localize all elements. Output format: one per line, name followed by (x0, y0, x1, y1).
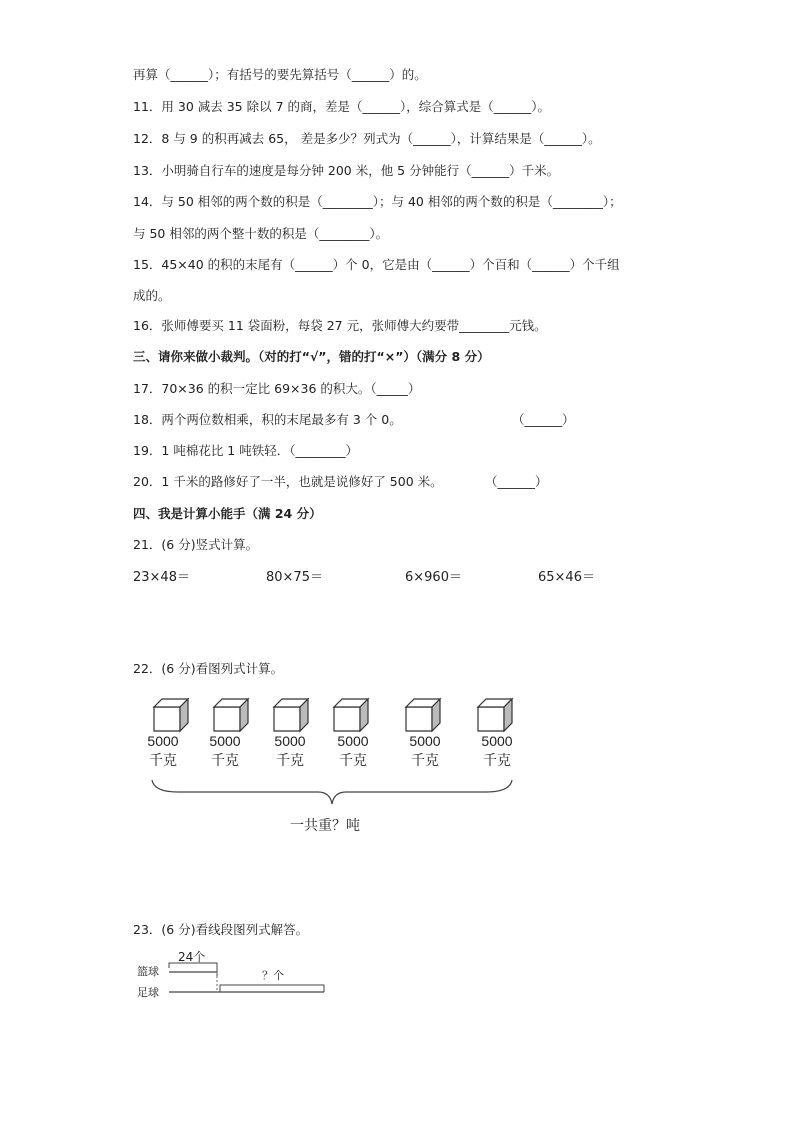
weight-value: 5000 (274, 733, 306, 749)
question-18-answer-blank: （______） (512, 412, 575, 427)
question-20-answer-blank: （______） (485, 474, 548, 489)
weight-unit: 千克 (149, 752, 177, 768)
weight-label (205, 732, 245, 770)
question-13: 13．小明骑自行车的速度是每分钟 200 米，他 5 分钟能行（______）千米。 (133, 163, 560, 178)
weight-label (270, 732, 310, 770)
cube-icon (404, 697, 442, 733)
weight-value: 5000 (409, 733, 441, 749)
question-22: 22．(6 分)看图列式计算。 (133, 661, 284, 676)
cube-icon (272, 697, 310, 733)
weight-value: 5000 (337, 733, 369, 749)
weight-value: 5000 (481, 733, 513, 749)
segment-question-label: ？个 (262, 969, 284, 982)
weight-label (333, 732, 373, 770)
calc-item: 6×960＝ (405, 570, 462, 585)
segment-lines (160, 955, 332, 999)
question-14-part2: 与 50 相邻的两个整十数的积是（________）。 (133, 226, 389, 241)
question-12: 12．8 与 9 的积再减去 65， 差是多少？列式为（______），计算结果是（______）。 (133, 131, 601, 146)
cube-icon (212, 697, 250, 733)
brace-icon (148, 778, 518, 806)
question-23: 23．(6 分)看线段图列式解答。 (133, 922, 309, 937)
calc-item: 80×75＝ (266, 570, 323, 585)
question-18: 18．两个两位数相乘，积的末尾最多有 3 个 0。 (133, 412, 402, 427)
row-label-football: 足球 (137, 986, 159, 999)
cube-icon (476, 697, 514, 733)
question-14-part1: 14．与 50 相邻的两个数的积是（________）；与 40 相邻的两个数的积是（________）； (133, 194, 622, 209)
question-16: 16．张师傅要买 11 袋面粉，每袋 27 元，张师傅大约要带________元钱。 (133, 318, 547, 333)
weight-unit: 千克 (211, 752, 239, 768)
question-21: 21．(6 分)竖式计算。 (133, 537, 259, 552)
question-19: 19．1 吨棉花比 1 吨铁轻．（________） (133, 443, 358, 458)
total-weight-label: 一共重？吨 (290, 818, 360, 834)
weight-unit: 千克 (411, 752, 439, 768)
cube-icon (332, 697, 370, 733)
weight-label (477, 732, 517, 770)
question-20: 20．1 千米的路修好了一半，也就是说修好了 500 米。 (133, 474, 443, 489)
weight-unit: 千克 (483, 752, 511, 768)
row-label-basketball: 篮球 (137, 965, 159, 978)
section-4-heading: 四、我是计算小能手（满 24 分） (133, 506, 322, 521)
question-17: 17．70×36 的积一定比 69×36 的积大。（_____） (133, 381, 421, 396)
segment-top-label: 24个 (178, 950, 206, 964)
question-15-part2: 成的。 (133, 288, 171, 303)
weight-value: 5000 (209, 733, 241, 749)
weight-label (405, 732, 445, 770)
question-15-part1: 15．45×40 的积的末尾有（______）个 0，它是由（______）个百和（______）个千组 (133, 257, 620, 272)
question-11: 11．用 30 减去 35 除以 7 的商，差是（______），综合算式是（______）。 (133, 99, 551, 114)
section-3-heading: 三、请你来做小裁判。（对的打“√”，错的打“×”）（满分 8 分） (133, 349, 490, 364)
weight-value: 5000 (147, 733, 179, 749)
weight-unit: 千克 (276, 752, 304, 768)
text-line-continued: 再算（______）；有括号的要先算括号（______）的。 (133, 67, 427, 82)
cube-icon (152, 697, 190, 733)
weight-label (143, 732, 183, 770)
weight-unit: 千克 (339, 752, 367, 768)
calc-item: 23×48＝ (133, 570, 190, 585)
calc-item: 65×46＝ (538, 570, 595, 585)
